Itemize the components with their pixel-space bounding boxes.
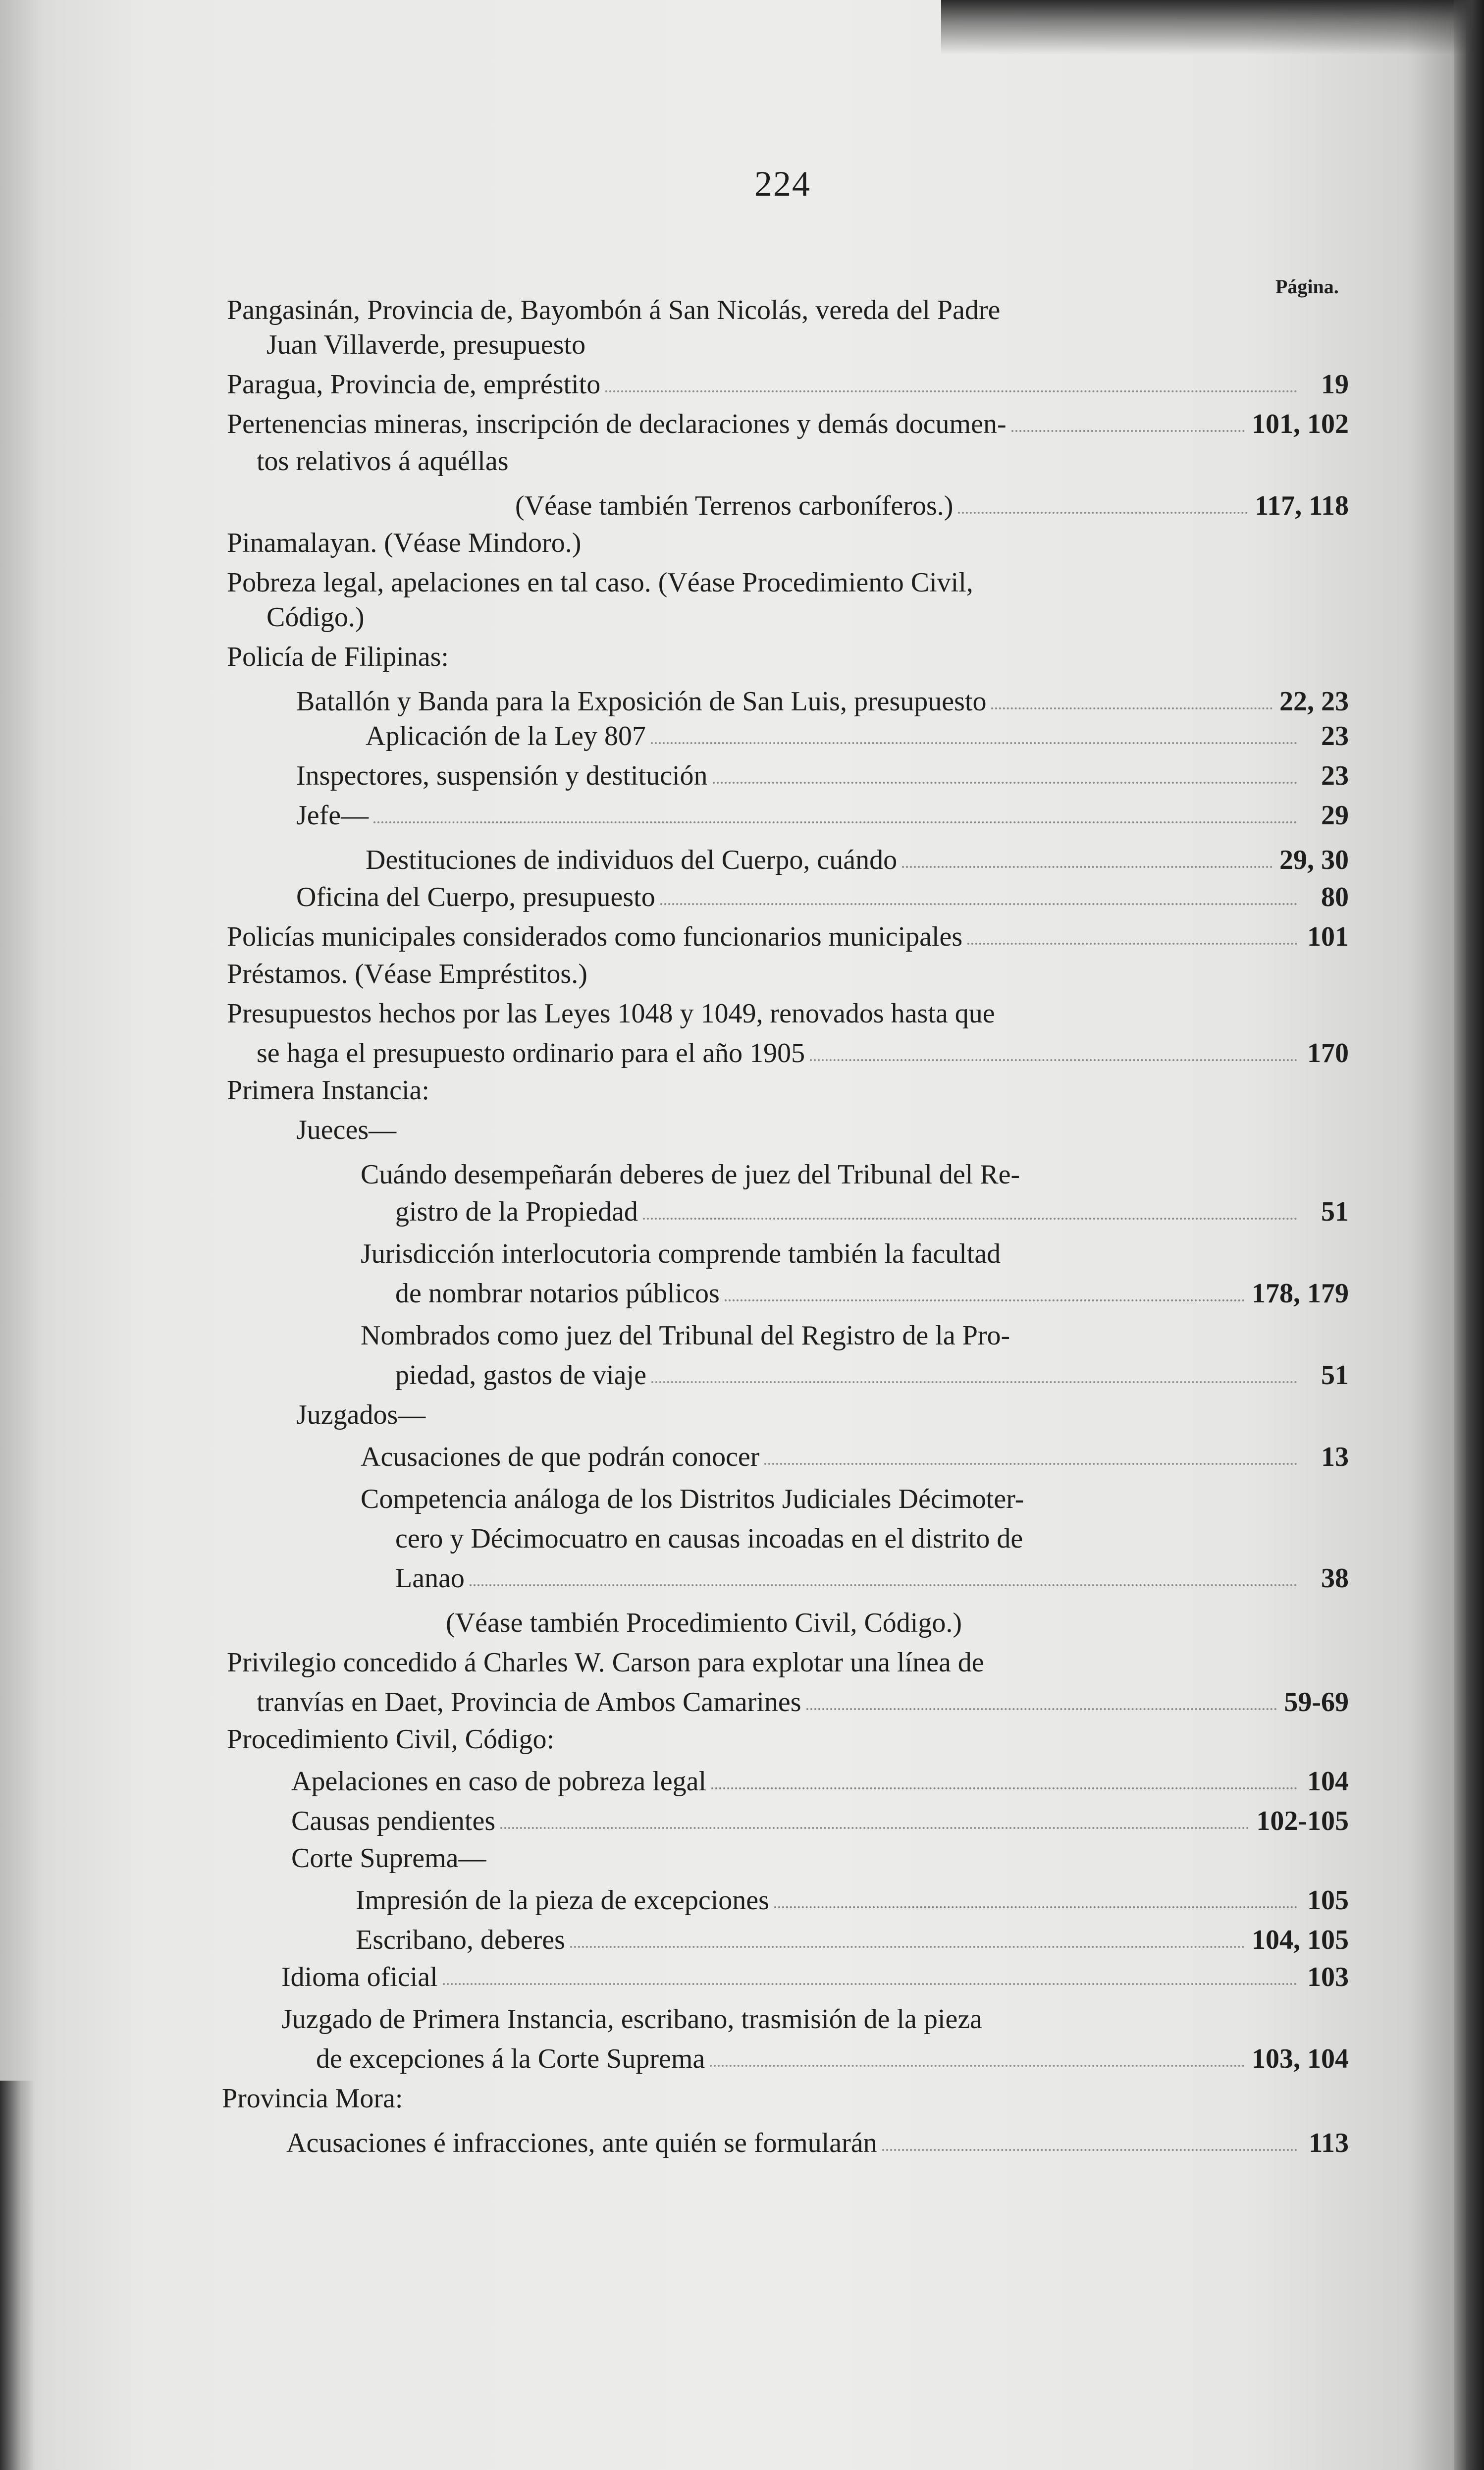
index-line [227, 525, 920, 561]
page-reference: 103 [1307, 1962, 1349, 1992]
index-line [446, 1605, 1288, 1641]
index-line-text: (Véase también Terrenos carboníferos.) [515, 490, 954, 521]
index-line-text: Oficina del Cuerpo, presupuesto [296, 882, 655, 913]
index-line [296, 1397, 692, 1433]
index-line-text: Pangasinán, Provincia de, Bayombón á San Nicolás, vereda del Padre [227, 295, 1001, 325]
index-line-text: Causas pendientes [291, 1806, 496, 1836]
index-line [296, 1112, 692, 1148]
dot-leader [605, 390, 1297, 392]
index-line-text: Juzgados— [296, 1399, 426, 1430]
dot-leader [958, 512, 1248, 514]
dot-leader [651, 742, 1297, 744]
dot-leader [500, 1827, 1249, 1829]
index-line-text: Código.) [266, 602, 365, 633]
index-line-text: Destituciones de individuos del Cuerpo, cuándo [366, 845, 898, 875]
page-reference: 178, 179 [1252, 1278, 1349, 1309]
page-reference: 103, 104 [1252, 2043, 1349, 2074]
index-line-text: se haga el presupuesto ordinario para el año 1905 [257, 1038, 805, 1069]
page-reference: 105 [1307, 1885, 1349, 1916]
page-reference: 19 [1321, 369, 1349, 400]
index-line [296, 684, 1349, 719]
index-line [257, 443, 1272, 479]
index-line [227, 565, 1349, 600]
page-reference: 104, 105 [1252, 1925, 1349, 1955]
dot-leader [651, 1381, 1297, 1383]
index-line [366, 842, 1349, 878]
page-reference: 23 [1321, 760, 1349, 791]
dot-leader [660, 903, 1297, 905]
index-line [356, 1922, 1349, 1958]
index-line [281, 1959, 1349, 1995]
index-line [227, 367, 1349, 402]
index-line [227, 919, 1349, 955]
index-line [361, 1318, 1282, 1353]
index-line-text: Juan Villaverde, presupuesto [266, 329, 586, 360]
index-line [222, 2081, 816, 2116]
page-reference: 104 [1307, 1766, 1349, 1797]
index-line [356, 1882, 1349, 1918]
page-reference: 38 [1321, 1563, 1349, 1594]
index-line-text: Inspectores, suspensión y destitución [296, 760, 708, 791]
dot-leader [443, 1983, 1297, 1985]
dot-leader [882, 2149, 1297, 2151]
page-reference: 170 [1307, 1038, 1349, 1069]
index-line [316, 2041, 1349, 2077]
dot-leader [710, 2065, 1245, 2067]
dot-leader [902, 866, 1272, 868]
dot-leader [810, 1059, 1297, 1061]
index-line [395, 1276, 1349, 1311]
index-line-text: Batallón y Banda para la Exposición de San Luis, presupuesto [296, 686, 987, 717]
page-reference: 29, 30 [1279, 845, 1349, 875]
index-line-text: Corte Suprema— [291, 1843, 486, 1874]
index-line-text: Pertenencias mineras, inscripción de declaraciones y demás documen- [227, 409, 1007, 439]
index-line [361, 1439, 1349, 1475]
dot-leader [764, 1463, 1297, 1465]
index-line-text: Pinamalayan. (Véase Mindoro.) [227, 528, 582, 558]
index-line-text: Impresión de la pieza de excepciones [356, 1885, 769, 1916]
index-line [395, 1521, 1282, 1557]
page-reference: 113 [1309, 2128, 1349, 2158]
index-line-text: Lanao [395, 1563, 465, 1594]
index-line-text: Pobreza legal, apelaciones en tal caso. (Véase Procedimiento Civil, [227, 567, 973, 598]
page-reference: 59-69 [1284, 1687, 1349, 1718]
index-line-text: Paragua, Provincia de, empréstito [227, 369, 601, 400]
index-line-text: Acusaciones de que podrán conocer [361, 1442, 760, 1472]
page-reference: 51 [1321, 1360, 1349, 1391]
index-line-text: Policía de Filipinas: [227, 642, 449, 672]
index-line [296, 758, 1349, 794]
index-line-text: Nombrados como juez del Tribunal del Registro de la Pro- [361, 1320, 1010, 1351]
dot-leader [774, 1906, 1297, 1908]
dot-leader [643, 1218, 1297, 1220]
index-line [291, 1764, 1349, 1799]
dot-leader [725, 1299, 1245, 1301]
index-line [281, 2001, 1282, 2037]
index-line-text: Cuándo desempeñarán deberes de juez del Tribunal del Re- [361, 1159, 1020, 1190]
index-line-text: (Véase también Procedimiento Civil, Código.) [446, 1608, 962, 1638]
index-line-text: Escribano, deberes [356, 1925, 565, 1955]
dot-leader [713, 782, 1297, 784]
index-line-text: tos relativos á aquéllas [257, 446, 509, 477]
index-line-text: Jefe— [296, 800, 369, 831]
index-line [266, 327, 1282, 363]
index-line-text: Privilegio concedido á Charles W. Carson para explotar una línea de [227, 1647, 984, 1678]
dot-leader [373, 821, 1297, 823]
index-line [286, 2125, 1349, 2161]
page-reference: 102-105 [1256, 1806, 1349, 1836]
index-line [296, 798, 1349, 833]
index-line [257, 1035, 1349, 1071]
dot-leader [806, 1708, 1277, 1710]
pagina-column-header: Página. [1275, 275, 1339, 298]
index-line [257, 1684, 1349, 1720]
page-reference: 101, 102 [1252, 409, 1349, 439]
dot-leader [470, 1584, 1297, 1586]
index-line [227, 1721, 821, 1757]
index-line [296, 879, 1349, 915]
index-line-text: Acusaciones é infracciones, ante quién se formularán [286, 2128, 877, 2158]
index-line-text: cero y Décimocuatro en causas incoadas en el distrito de [395, 1523, 1023, 1554]
index-line-text: Jueces— [296, 1115, 397, 1145]
index-line [227, 996, 1349, 1031]
index-line-text: Presupuestos hechos por las Leyes 1048 y 1049, renovados hasta que [227, 998, 995, 1029]
index-line-text: Préstamos. (Véase Empréstitos.) [227, 959, 587, 989]
index-line-text: Procedimiento Civil, Código: [227, 1724, 555, 1755]
index-line [227, 956, 920, 992]
index-line [366, 718, 1349, 754]
index-line [515, 488, 1349, 524]
index-line-text: tranvías en Daet, Provincia de Ambos Camarines [257, 1687, 801, 1718]
page-reference: 51 [1321, 1196, 1349, 1227]
index-line [395, 1560, 1349, 1596]
dot-leader [1011, 430, 1245, 432]
index-line-text: piedad, gastos de viaje [395, 1360, 646, 1391]
page-number: 224 [754, 164, 811, 204]
index-line [227, 292, 1282, 328]
index-line [291, 1803, 1349, 1839]
page-reference: 22, 23 [1279, 686, 1349, 717]
index-line-text: de nombrar notarios públicos [395, 1278, 720, 1309]
index-line-text: Aplicación de la Ley 807 [366, 721, 646, 752]
index-line-text: gistro de la Propiedad [395, 1196, 638, 1227]
page-reference: 80 [1321, 882, 1349, 913]
index-line-text: Competencia análoga de los Distritos Judiciales Décimoter- [361, 1484, 1024, 1514]
index-line [361, 1157, 1282, 1192]
dot-leader [570, 1946, 1245, 1948]
index-line [227, 1073, 821, 1108]
index-line-text: Jurisdicción interlocutoria comprende también la facultad [361, 1238, 1001, 1269]
index-line-text: Idioma oficial [281, 1962, 438, 1992]
page-reference: 13 [1321, 1442, 1349, 1472]
index-line [266, 599, 564, 635]
index-line [395, 1357, 1349, 1393]
page-reference: 29 [1321, 800, 1349, 831]
dot-leader [967, 943, 1297, 945]
index-line-text: Primera Instancia: [227, 1075, 429, 1106]
index-line [395, 1194, 1349, 1230]
index-line-text: Policías municipales considerados como funcionarios municipales [227, 921, 963, 952]
index-line [291, 1840, 688, 1876]
index-line-text: de excepciones á la Corte Suprema [316, 2043, 705, 2074]
index-line [361, 1481, 1282, 1517]
index-line [227, 639, 821, 675]
index-line [361, 1236, 1282, 1272]
dot-leader [711, 1787, 1297, 1789]
page-reference: 101 [1307, 921, 1349, 952]
dot-leader [991, 707, 1272, 709]
index-line-text: Apelaciones en caso de pobreza legal [291, 1766, 707, 1797]
page-reference: 117, 118 [1255, 490, 1349, 521]
index-line-text: Juzgado de Primera Instancia, escribano, trasmisión de la pieza [281, 2004, 983, 2035]
index-line-text: Provincia Mora: [222, 2083, 403, 2114]
page-reference: 23 [1321, 721, 1349, 752]
index-line [227, 406, 1349, 442]
index-line [227, 1645, 1282, 1680]
